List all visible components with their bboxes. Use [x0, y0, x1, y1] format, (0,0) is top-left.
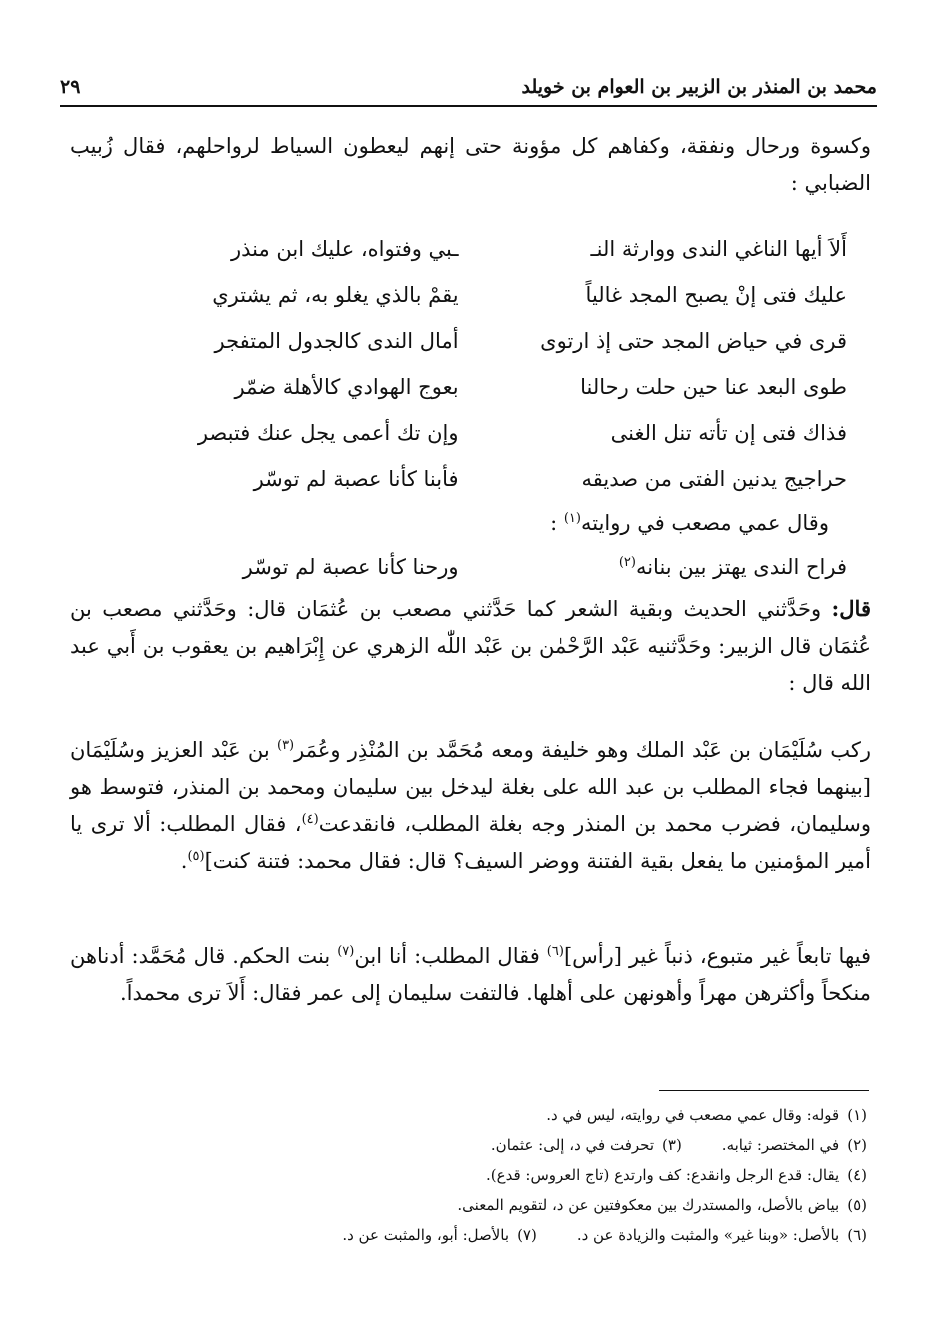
verse-second-hemistich: وإن تك أعمى يجل عنك فتبصر: [197, 421, 459, 445]
verse-second-hemistich: أمال الندى كالجدول المتفجر: [214, 329, 459, 353]
poem: [100, 226, 847, 590]
footnote: [70, 1100, 867, 1130]
footnote-number: (٣): [662, 1136, 682, 1154]
story-text-c: ، فقال المطلب: ألا ترى يا أمير المؤمنين ما يفعل بقية الفتنة ووضر السيف؟ قال: فقال محمد: فتنة كنت]: [70, 812, 871, 873]
verse-second-hemistich: ورحنا كأنا عصبة لم توسّر: [242, 555, 459, 579]
footnotes: [70, 1100, 867, 1250]
verse-line: [100, 410, 847, 456]
verse-intro: [100, 502, 847, 544]
footnote-rule: [659, 1090, 869, 1091]
story-text-a: ركب سُلَيْمَان بن عَبْد الملك وهو خليفة ومعه مُحَمَّد بن المُنْذِر وعُمَر: [294, 738, 871, 762]
footnote-text: في المختصر: ثيابه.: [721, 1136, 840, 1154]
story-text-b: بن عَبْد العزيز وسُلَيْمَان [بينهما فجاء المطلب بن عبد الله على بغلة ليدخل بين سليمان ومحمد بن المنذر، فتوسط هو وسليمان، فضرب محمد بن المنذر وجه بغلة المطلب، فانقدعت: [70, 738, 871, 836]
verse-intro-colon: :: [550, 511, 564, 535]
footnote-number: (٥): [847, 1196, 867, 1214]
verse-first-hemistich: حراجيج يدنين الفتى من صديقه: [581, 467, 847, 491]
verse-first-hemistich: قرى في حياض المجد حتى إذ ارتوى: [540, 329, 847, 353]
footnote-ref[interactable]: (٦): [546, 944, 564, 959]
footnote-ref[interactable]: (٢): [618, 555, 636, 570]
verse-line: [100, 364, 847, 410]
paragraph-ending: [70, 938, 871, 1012]
verse-first-hemistich: عليك فتى إنْ يصبح المجد غالياً: [585, 283, 847, 307]
footnote-number: (١): [847, 1106, 867, 1124]
verse-first-hemistich: [488, 544, 847, 590]
footnote-ref[interactable]: (١): [563, 511, 581, 526]
verse-second-hemistich: يقمْ بالذي يغلو به، ثم يشتري: [212, 283, 459, 307]
footnote-text: يقال: قدع الرجل وانقدع: كف وارتدع (تاج العروس: قدع).: [486, 1166, 840, 1184]
verse-line: [100, 226, 847, 272]
footnote-number: (٢): [847, 1136, 867, 1154]
ending-text-c: بنت الحكم. قال مُحَمَّد: أدناهن منكحاً وأكثرهن مهراً وأهونهن على أهلها. فالتفت سليمان إلى عمر فقال: أَلاَ ترى محمداً.: [70, 944, 871, 1005]
verse-line: [100, 272, 847, 318]
footnote-number: (٦): [847, 1226, 867, 1244]
verse-second-hemistich: فأبنا كأنا عصبة لم توسّر: [253, 467, 459, 491]
ending-text-a: فيها تابعاً غير متبوع، ذنباً غير [رأس]: [563, 944, 871, 968]
verse-line: [100, 544, 847, 590]
footnote-text: بالأصل: أبو، والمثبت عن د.: [342, 1226, 510, 1244]
footnote: [70, 1160, 867, 1190]
footnote-spacer: [682, 1130, 722, 1160]
verse-first-hemistich: طوى البعد عنا حين حلت رحالنا: [580, 375, 847, 399]
paragraph-isnad: [70, 590, 871, 702]
verse-first-hemistich: فذاك فتى إن تأته تنل الغنى: [610, 421, 847, 445]
paragraph-1: وكسوة ورحال ونفقة، وكفاهم كل مؤونة حتى إنهم ليعطون السياط لرواحلهم، فقال زُبيب الضبابي :: [70, 134, 871, 195]
verse-second-hemistich: ـبي وفتواه، عليك ابن منذر: [230, 237, 459, 261]
footnote-number: (٤): [847, 1166, 867, 1184]
paragraph-story: [70, 732, 871, 880]
qal-label: قال:: [831, 596, 871, 621]
header-rule: [60, 105, 877, 107]
footnote: [70, 1220, 867, 1250]
verse-first-hemistich: أَلاَ أيها الناغي الندى ووارثة النـ: [590, 237, 847, 261]
verse-second-hemistich: بعوج الهوادي كالأهلة ضمّر: [234, 375, 459, 399]
verse-intro-text: وقال عمي مصعب في روايته: [580, 511, 829, 535]
page-number: ٢٩: [60, 76, 81, 98]
story-text-d: .: [180, 849, 188, 873]
page-header: [60, 58, 877, 98]
footnote-text: تحرفت في د، إلى: عثمان.: [490, 1136, 655, 1154]
footnote-text: بالأصل: «وبنا غير» والمثبت والزيادة عن د.: [576, 1226, 840, 1244]
footnote-text: بياض بالأصل، والمستدرك بين معكوفتين عن د، لتقويم المعنى.: [457, 1196, 840, 1214]
verse-first-hemistich-text: فراح الندى يهتز بين بنانه: [635, 555, 847, 579]
ending-text-b: فقال المطلب: أنا ابن: [354, 944, 547, 968]
verse-line: [100, 318, 847, 364]
footnote-spacer: [537, 1220, 577, 1250]
footnote: [70, 1190, 867, 1220]
footnote-number: (٧): [517, 1226, 537, 1244]
footnote-ref[interactable]: (٧): [337, 944, 355, 959]
footnote-ref[interactable]: (٤): [301, 812, 319, 827]
running-title: محمد بن المنذر بن الزبير بن العوام بن خويلد: [521, 76, 877, 98]
footnote: [70, 1130, 867, 1160]
verse-line: [100, 456, 847, 502]
paragraph-isnad-text: وحَدَّثني الحديث وبقية الشعر كما حَدَّثني مصعب بن عُثمَان قال: وحَدَّثني مصعب بن عُثمَان قال الزبير: وحَدَّثنيه عَبْد الرَّحْمٰن بن عَبْد اللّٰه الزهري عن إِبْرَاهيم بن يعقوب بن أَبي عبد الله قال :: [70, 597, 871, 695]
footnote-text: قوله: وقال عمي مصعب في روايته، ليس في د.: [546, 1106, 840, 1124]
footnote-ref[interactable]: (٣): [276, 738, 295, 753]
footnote-ref[interactable]: (٥): [187, 849, 205, 864]
